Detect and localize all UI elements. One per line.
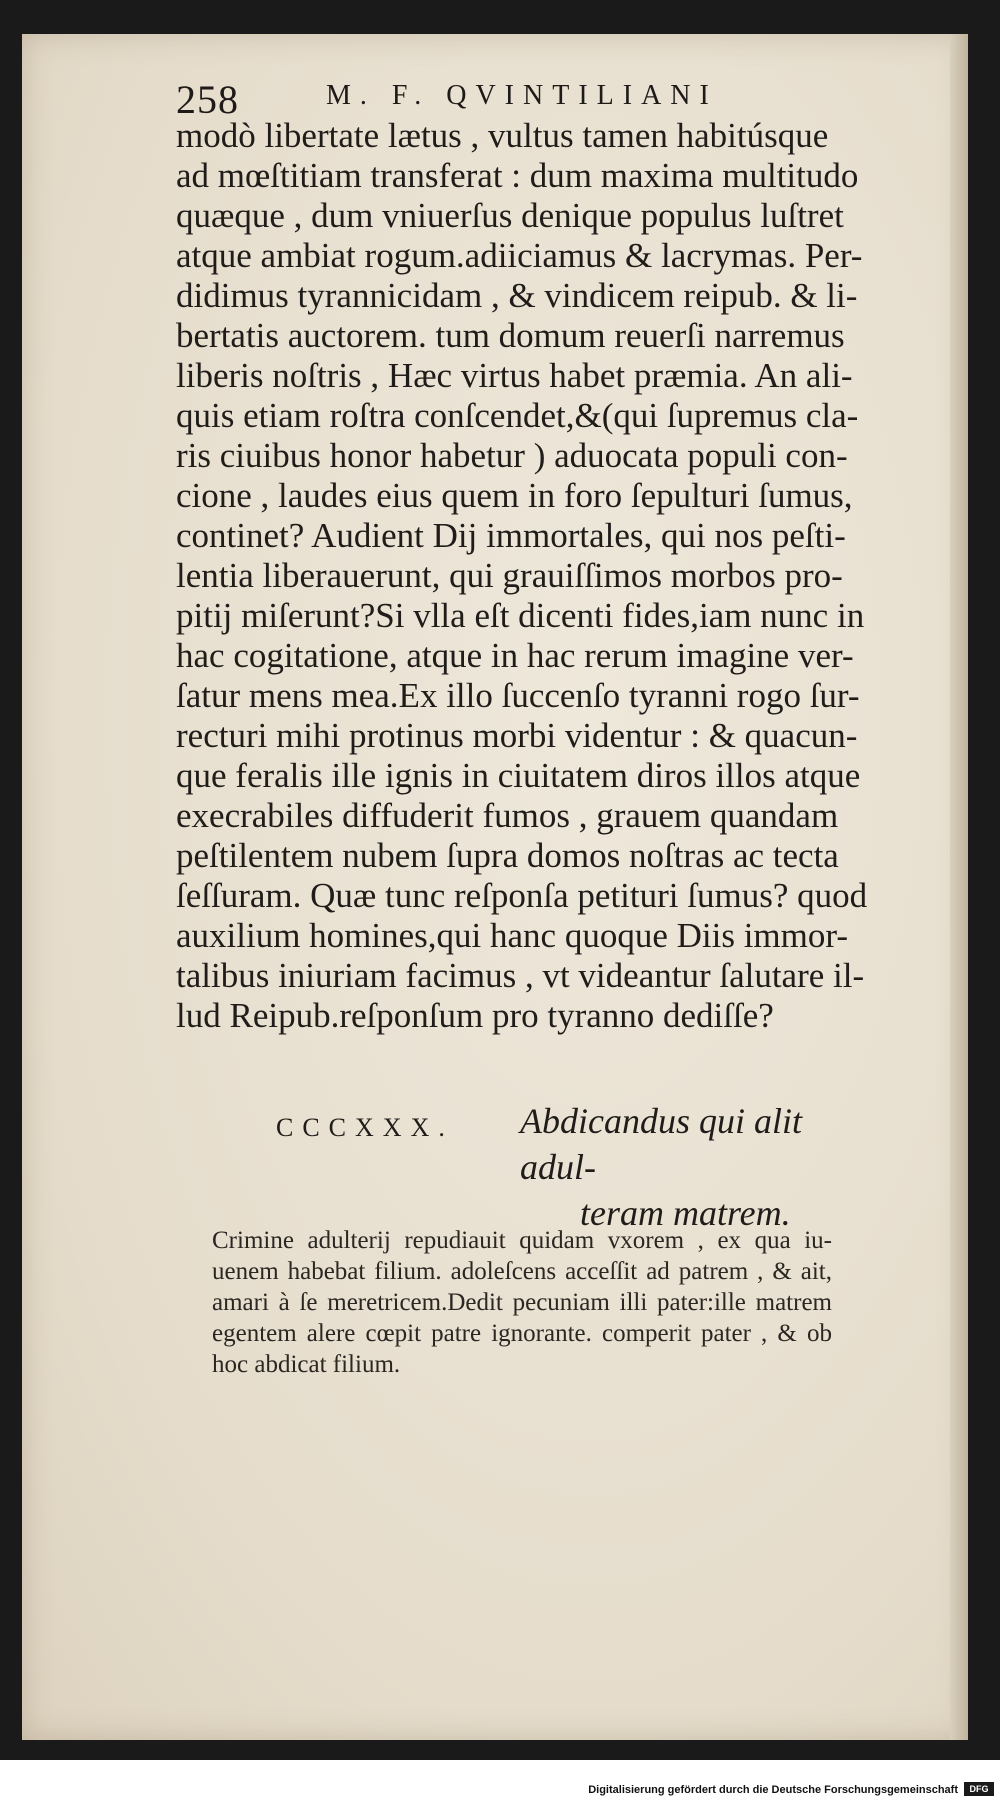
body-line: bertatis auctorem. tum domum reuerſi narremus xyxy=(176,316,845,355)
body-line: ad mœſtitiam transferat : dum maxima multitudo xyxy=(176,156,859,195)
body-line: liberis noſtris , Hæc virtus habet præmia. An ali- xyxy=(176,356,853,395)
argument-line: Crimine adulterij repudiauit quidam vxorem , ex qua iu- xyxy=(212,1227,832,1254)
body-line: atque ambiat rogum.adiiciamus & lacrymas. Per- xyxy=(176,236,863,275)
page-edge xyxy=(950,34,968,1740)
body-line: ſatur mens mea.Ex illo ſuccenſo tyranni rogo ſur- xyxy=(176,676,860,715)
body-line: ſeſſuram. Quæ tunc reſponſa petituri ſumus? quod xyxy=(176,876,868,915)
dfg-logo: DFG xyxy=(964,1782,994,1796)
section-title-line: teram matrem. xyxy=(580,1193,791,1233)
body-line: peſtilentem nubem ſupra domos noſtras ac tecta xyxy=(176,836,839,875)
argument-line: amari à ſe meretricem.Dedit pecuniam illi pater:ille matrem xyxy=(212,1289,832,1316)
body-line: quis etiam roſtra conſcendet,&(qui ſupremus cla- xyxy=(176,396,859,435)
running-head xyxy=(176,58,796,122)
argument-line: uenem habebat filium. adoleſcens acceſſit ad patrem , & ait, xyxy=(212,1258,832,1285)
digitization-credit: Digitalisierung gefördert durch die Deutsche Forschungsgemeinschaft xyxy=(588,1784,958,1796)
body-line: execrabiles diffuderit fumos , grauem quandam xyxy=(176,796,839,835)
body-line: auxilium homines,qui hanc quoque Diis immor- xyxy=(176,916,848,955)
argument-line: hoc abdicat filium. xyxy=(212,1351,401,1378)
body-line: recturi mihi protinus morbi videntur : & quacun- xyxy=(176,716,858,755)
body-line: lentia liberauerunt, qui grauiſſimos morbos pro- xyxy=(176,556,843,595)
argument-text xyxy=(212,1225,832,1380)
body-text xyxy=(176,116,868,1036)
section-title-line: Abdicandus qui alit adul- xyxy=(520,1101,802,1187)
section-number: CCCXXX. xyxy=(276,1113,454,1142)
body-line: didimus tyrannicidam , & vindicem reipub. & li- xyxy=(176,276,858,315)
body-line: que feralis ille ignis in ciuitatem diros illos atque xyxy=(176,756,861,795)
body-line: modò libertate lætus , vultus tamen habitúsque xyxy=(176,116,829,155)
body-line: continet? Audient Dij immortales, qui nos peſti- xyxy=(176,516,846,555)
argument-line: egentem alere cœpit patre ignorante. comperit pater , & ob xyxy=(212,1320,832,1347)
body-line: pitij miſerunt?Si vlla eſt dicenti fides,iam nunc in xyxy=(176,596,865,635)
body-line: ris ciuibus honor habetur ) aduocata populi con- xyxy=(176,436,848,475)
body-line: hac cogitatione, atque in hac rerum imagine ver- xyxy=(176,636,854,675)
body-line: quæque , dum vniuerſus denique populus luſtret xyxy=(176,196,844,235)
section-title xyxy=(520,1098,880,1236)
footer-bar xyxy=(0,1760,1000,1803)
page-number: 258 xyxy=(176,77,239,122)
body-line: cione , laudes eius quem in foro ſepulturi ſumus, xyxy=(176,476,853,515)
body-line: lud Reipub.reſponſum pro tyranno dediſſe? xyxy=(176,996,774,1035)
body-line: talibus iniuriam facimus , vt videantur ſalutare il- xyxy=(176,956,865,995)
running-head-title: M. F. QVINTILIANI xyxy=(326,80,718,111)
